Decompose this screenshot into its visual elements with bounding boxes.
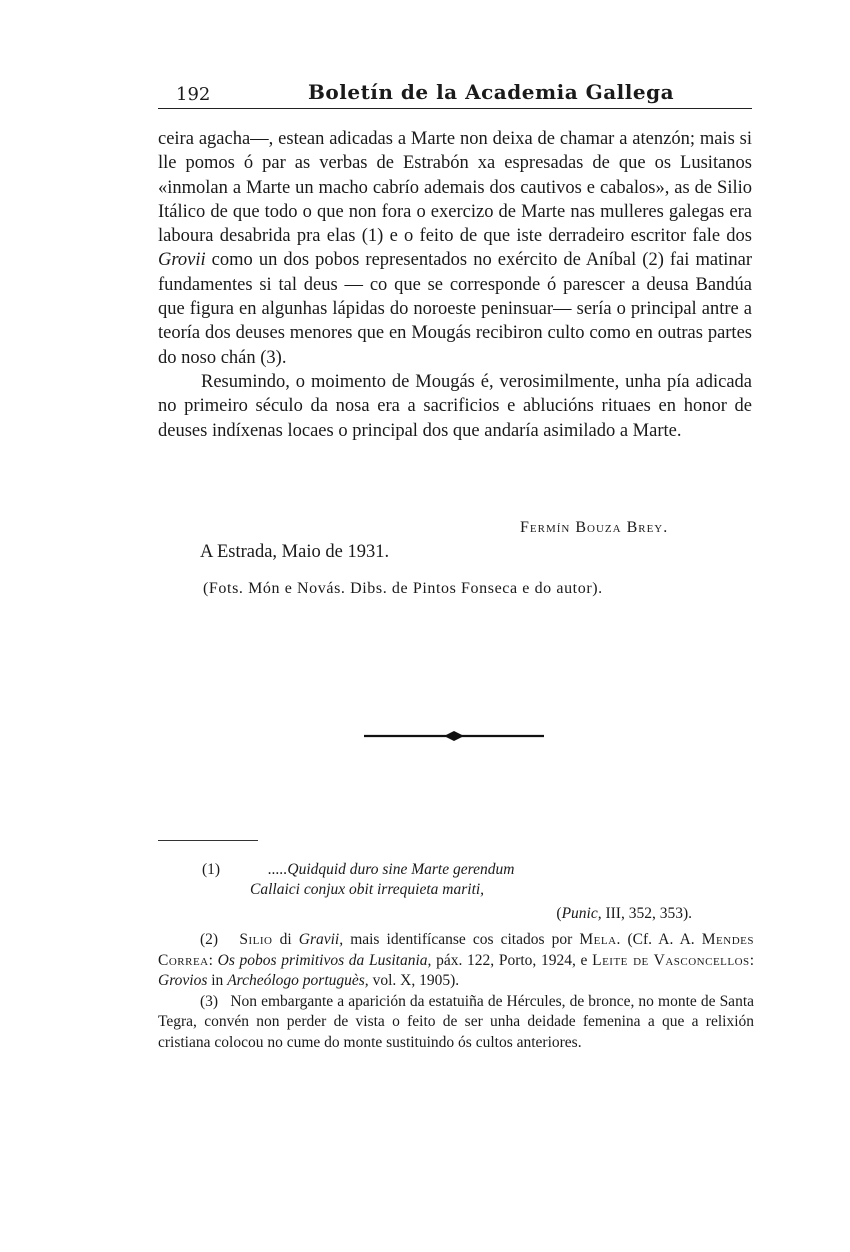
- body-text: [158, 127, 752, 443]
- footnote-2-text-2: mais identifícanse cos citados por: [343, 931, 580, 948]
- footnotes: [158, 858, 754, 1053]
- footnote-2-text-8: vol. X, 1905).: [368, 972, 460, 989]
- footnote-2-italic-2: Os pobos primitivos da Lusitania,: [217, 951, 432, 969]
- footnote-1-source-open: (: [556, 905, 562, 922]
- place-date: A Estrada, Maio de 1931.: [200, 542, 390, 562]
- paragraph-2: Resumindo, o moimento de Mougás é, verosimilmente, unha pía adicada no primeiro século da nosa era a sacrificios e ablucións rituaes en honor de deuses indíxenas locaes o principal dos que andaría asimilado a Marte.: [158, 371, 752, 441]
- section-ornament: [364, 726, 544, 746]
- header-rule: [158, 108, 752, 109]
- author-signature: Fermín Bouza Brey.: [520, 519, 669, 536]
- footnote-2: [158, 930, 754, 992]
- footnote-2-author-2: Mela: [579, 931, 617, 948]
- page-number: 192: [176, 84, 211, 105]
- journal-title: Boletín de la Academia Gallega: [308, 80, 675, 104]
- footnote-1: [158, 858, 754, 930]
- illustration-credits: (Fots. Món e Novás. Dibs. de Pintos Fonseca e do autor).: [203, 580, 603, 597]
- footnote-1-source-work: Punic,: [561, 905, 602, 922]
- paragraph-1-text-b: como un dos pobos representados no exército de Aníbal (2) fai matinar fundamentes si tal deus — co que se corresponde ó parescer a deusa Bandúa que figura en algunhas lápidas do noroeste peninsuar— sería o principal antre a teoría dos deuses menores que en Mougás recibiron culto como en outras partes do noso chán (3).: [158, 250, 752, 368]
- footnote-1-verse-1: .....Quidquid duro sine Marte gerendum: [268, 861, 515, 878]
- footnote-2-text-3: . (Cf. A. A.: [616, 931, 702, 948]
- footnote-2-mark: (2): [200, 931, 219, 948]
- running-head: [158, 78, 752, 110]
- footnote-2-text-6: :: [749, 951, 754, 969]
- paragraph-1-text-a: ceira agacha—, estean adicadas a Marte non deixa de chamar a atenzón; mais si lle pomos ó par as verbas de Estrabón xa espresadas de que os Lusitanos «inmolan a Marte un macho cabrío ademais dos cautivos e cabalos», as de Silio Itálico de que todo o que non fora o exercizo de Marte nas mulleres galegas era laboura desabrida pra elas (1) e o feito de que iste derradeiro escritor fale dos: [158, 129, 752, 247]
- footnote-1-verse-2: Callaici conjux obit irrequieta mariti,: [250, 881, 485, 898]
- footnote-3: [158, 992, 754, 1054]
- footnote-3-text: Non embargante a aparición da estatuiña de Hércules, de bronce, no monte de Santa Tegra, convén non perder de vista o feito de ser unha deidade femenina a que a relixión cristiana colocou no cume do monte sustituindo ós cultos anteriores.: [158, 992, 755, 1051]
- footnote-1-source-rest: III, 352, 353).: [601, 905, 692, 922]
- footnote-2-text-7: in: [207, 972, 228, 989]
- footnote-2-author-4: Leite de Vasconcellos: [592, 951, 750, 969]
- footnote-2-author-1: Silio: [239, 931, 273, 948]
- paragraph-1: [158, 127, 752, 370]
- footnote-2-text-1: di: [272, 931, 299, 948]
- footnote-rule: [158, 840, 258, 841]
- footnote-1-source: [556, 904, 692, 925]
- footnote-2-italic-4: Archeólogo portuguès,: [227, 972, 369, 989]
- footnote-1-mark: (1): [202, 861, 221, 878]
- paragraph-1-italic: Grovii: [158, 250, 206, 271]
- footnote-2-author-3: Mendes Correa: [158, 931, 754, 969]
- footnote-3-mark: (3): [200, 992, 219, 1010]
- footnote-2-italic-1: Gravii,: [298, 931, 344, 948]
- footnote-2-text-5: páx. 122, Porto, 1924, e: [431, 951, 593, 969]
- footnote-2-italic-3: Grovios: [158, 972, 208, 989]
- footnote-2-text-4: :: [208, 951, 218, 969]
